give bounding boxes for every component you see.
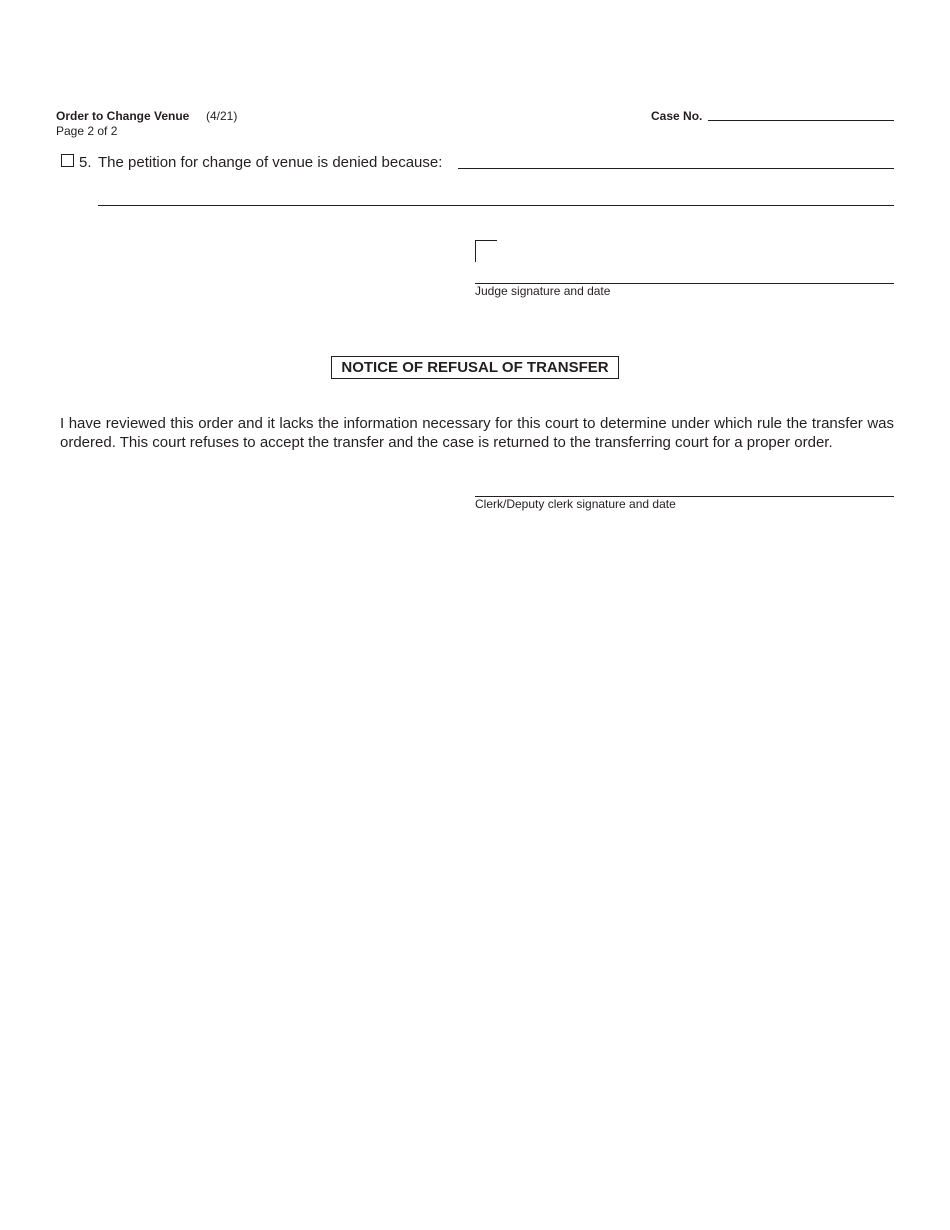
case-number-field[interactable]: [708, 120, 894, 121]
item-number: 5.: [79, 154, 92, 171]
judge-signature-caption: Judge signature and date: [475, 284, 611, 298]
case-number-label: Case No.: [651, 109, 703, 123]
denied-statement: The petition for change of venue is denied because:: [98, 154, 443, 171]
denial-reason-field-line-1[interactable]: [458, 168, 894, 169]
page-number: Page 2 of 2: [56, 124, 118, 138]
seal-area-corner: [475, 240, 497, 262]
denied-checkbox[interactable]: [61, 154, 74, 167]
notice-heading: NOTICE OF REFUSAL OF TRANSFER: [331, 356, 619, 379]
form-version: (4/21): [206, 109, 238, 123]
notice-body: I have reviewed this order and it lacks the information necessary for this court to determine under which rule the transfer was ordered. This court refuses to accept the transfer and the case is returned to the transferring court for a proper order.: [60, 415, 894, 451]
clerk-signature-caption: Clerk/Deputy clerk signature and date: [475, 497, 676, 511]
denial-reason-field-line-2[interactable]: [98, 205, 894, 206]
form-title: Order to Change Venue: [56, 109, 190, 123]
